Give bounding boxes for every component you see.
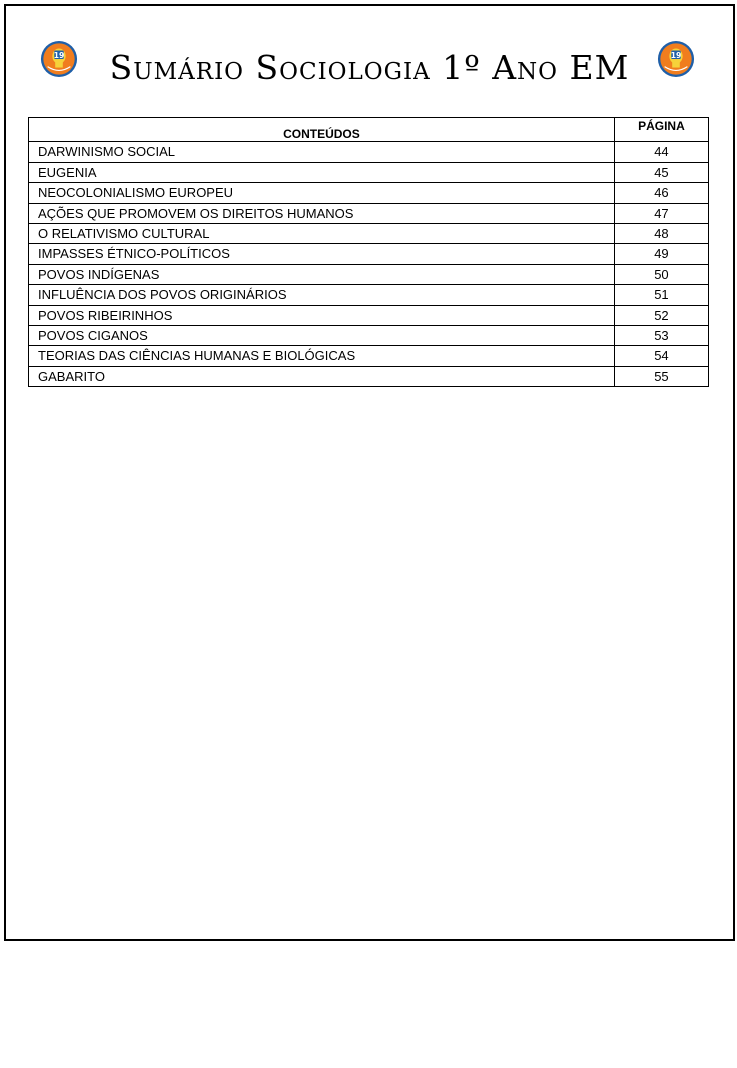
logo-number-left: 19	[53, 51, 65, 61]
row-topic: DARWINISMO SOCIAL	[29, 142, 615, 162]
table-header-row	[29, 118, 709, 142]
table-row	[29, 142, 709, 162]
row-page: 46	[614, 183, 708, 203]
row-topic: GABARITO	[29, 366, 615, 386]
row-page: 49	[614, 244, 708, 264]
row-topic: AÇÕES QUE PROMOVEM OS DIREITOS HUMANOS	[29, 203, 615, 223]
table-row	[29, 326, 709, 346]
row-topic: POVOS CIGANOS	[29, 326, 615, 346]
row-topic: O RELATIVISMO CULTURAL	[29, 224, 615, 244]
table-row	[29, 305, 709, 325]
row-page: 44	[614, 142, 708, 162]
row-page: 53	[614, 326, 708, 346]
row-topic: NEOCOLONIALISMO EUROPEU	[29, 183, 615, 203]
header-contents: CONTEÚDOS	[29, 118, 615, 142]
page-title: Sumário Sociologia 1º Ano EM	[109, 48, 630, 87]
table-row	[29, 162, 709, 182]
header-page: PÁGINA	[614, 118, 708, 142]
row-topic: TEORIAS DAS CIÊNCIAS HUMANAS E BIOLÓGICAS	[29, 346, 615, 366]
row-page: 47	[614, 203, 708, 223]
table-row	[29, 203, 709, 223]
table-row	[29, 224, 709, 244]
table-of-contents	[28, 117, 709, 387]
page-frame	[4, 4, 735, 941]
table-row	[29, 244, 709, 264]
table-row	[29, 183, 709, 203]
row-topic: INFLUÊNCIA DOS POVOS ORIGINÁRIOS	[29, 285, 615, 305]
table-row	[29, 264, 709, 284]
row-page: 55	[614, 366, 708, 386]
logo-number-right: 19	[670, 51, 682, 61]
row-page: 48	[614, 224, 708, 244]
row-page: 50	[614, 264, 708, 284]
row-page: 45	[614, 162, 708, 182]
row-page: 52	[614, 305, 708, 325]
header	[6, 34, 733, 94]
row-page: 54	[614, 346, 708, 366]
row-topic: IMPASSES ÉTNICO-POLÍTICOS	[29, 244, 615, 264]
row-topic: EUGENIA	[29, 162, 615, 182]
row-topic: POVOS RIBEIRINHOS	[29, 305, 615, 325]
table-row	[29, 285, 709, 305]
table-row	[29, 346, 709, 366]
school-logo-right	[657, 40, 695, 78]
table-row	[29, 366, 709, 386]
row-topic: POVOS INDÍGENAS	[29, 264, 615, 284]
row-page: 51	[614, 285, 708, 305]
